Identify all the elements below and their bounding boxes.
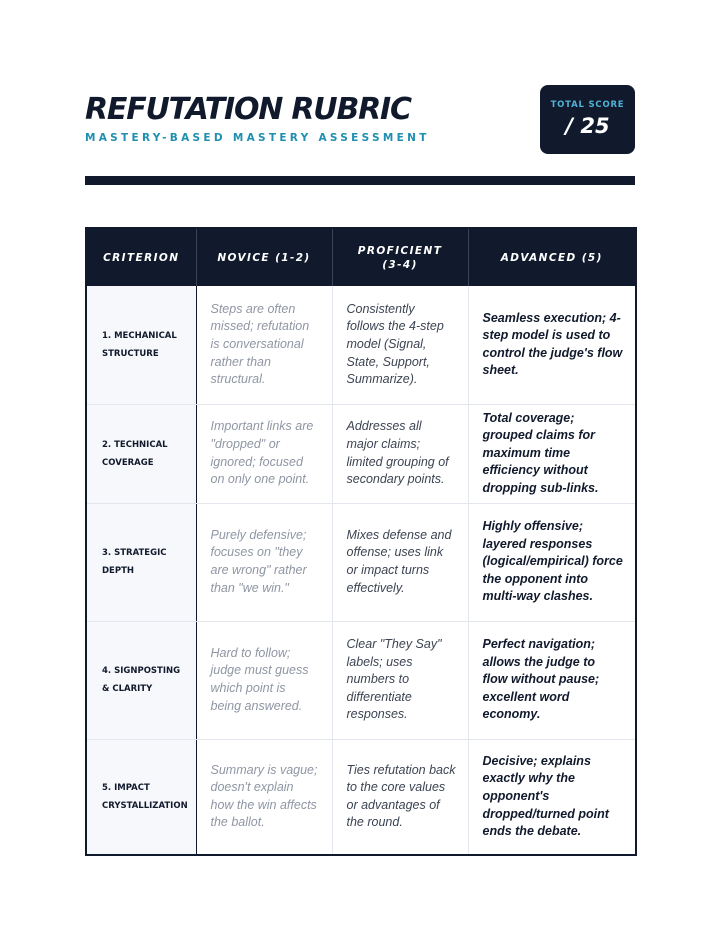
table-row: [86, 404, 636, 503]
header-divider: [85, 176, 635, 185]
proficient-cell: Mixes defense and offense; uses link or impact turns effectively.: [332, 503, 468, 621]
column-header-novice: NOVICE (1-2): [196, 228, 332, 286]
column-header-criterion: CRITERION: [86, 228, 196, 286]
total-score-label: TOTAL SCORE: [550, 100, 625, 110]
table-row: [86, 621, 636, 739]
advanced-cell: Highly offensive; layered responses (logical/empirical) force the opponent into multi-way clashes.: [468, 503, 636, 621]
criterion-cell: 4. SIGNPOSTING & CLARITY: [86, 621, 196, 739]
advanced-cell: Perfect navigation; allows the judge to flow without pause; excellent word economy.: [468, 621, 636, 739]
total-score-box: [540, 85, 635, 154]
advanced-cell: Seamless execution; 4-step model is used to control the judge's flow sheet.: [468, 286, 636, 404]
table-header-row: [86, 228, 636, 286]
novice-cell: Purely defensive; focuses on "they are wrong" rather than "we win.": [196, 503, 332, 621]
novice-cell: Summary is vague; doesn't explain how the win affects the ballot.: [196, 739, 332, 855]
rubric-table: [85, 227, 637, 856]
proficient-cell: Clear "They Say" labels; uses numbers to differentiate responses.: [332, 621, 468, 739]
novice-cell: Hard to follow; judge must guess which point is being answered.: [196, 621, 332, 739]
column-header-advanced: ADVANCED (5): [468, 228, 636, 286]
advanced-cell: Total coverage; grouped claims for maximum time efficiency without dropping sub-links.: [468, 404, 636, 503]
novice-cell: Steps are often missed; refutation is conversational rather than structural.: [196, 286, 332, 404]
table-row: [86, 286, 636, 404]
proficient-cell: Ties refutation back to the core values or advantages of the round.: [332, 739, 468, 855]
table-row: [86, 503, 636, 621]
proficient-cell: Consistently follows the 4-step model (Signal, State, Support, Summarize).: [332, 286, 468, 404]
novice-cell: Important links are "dropped" or ignored; focused on only one point.: [196, 404, 332, 503]
proficient-cell: Addresses all major claims; limited grouping of secondary points.: [332, 404, 468, 503]
column-header-proficient: PROFICIENT (3-4): [332, 228, 468, 286]
criterion-cell: 1. MECHANICAL STRUCTURE: [86, 286, 196, 404]
total-score-value: / 25: [565, 114, 610, 138]
criterion-cell: 5. IMPACT CRYSTALLIZATION: [86, 739, 196, 855]
advanced-cell: Decisive; explains exactly why the opponent's dropped/turned point ends the debate.: [482, 753, 609, 839]
criterion-cell: 3. STRATEGIC DEPTH: [86, 503, 196, 621]
criterion-cell: 2. TECHNICAL COVERAGE: [86, 404, 196, 503]
page-subtitle: MASTERY-BASED MASTERY ASSESSMENT: [85, 132, 430, 144]
table-row: [86, 739, 636, 855]
page-title: REFUTATION RUBRIC: [85, 92, 411, 127]
